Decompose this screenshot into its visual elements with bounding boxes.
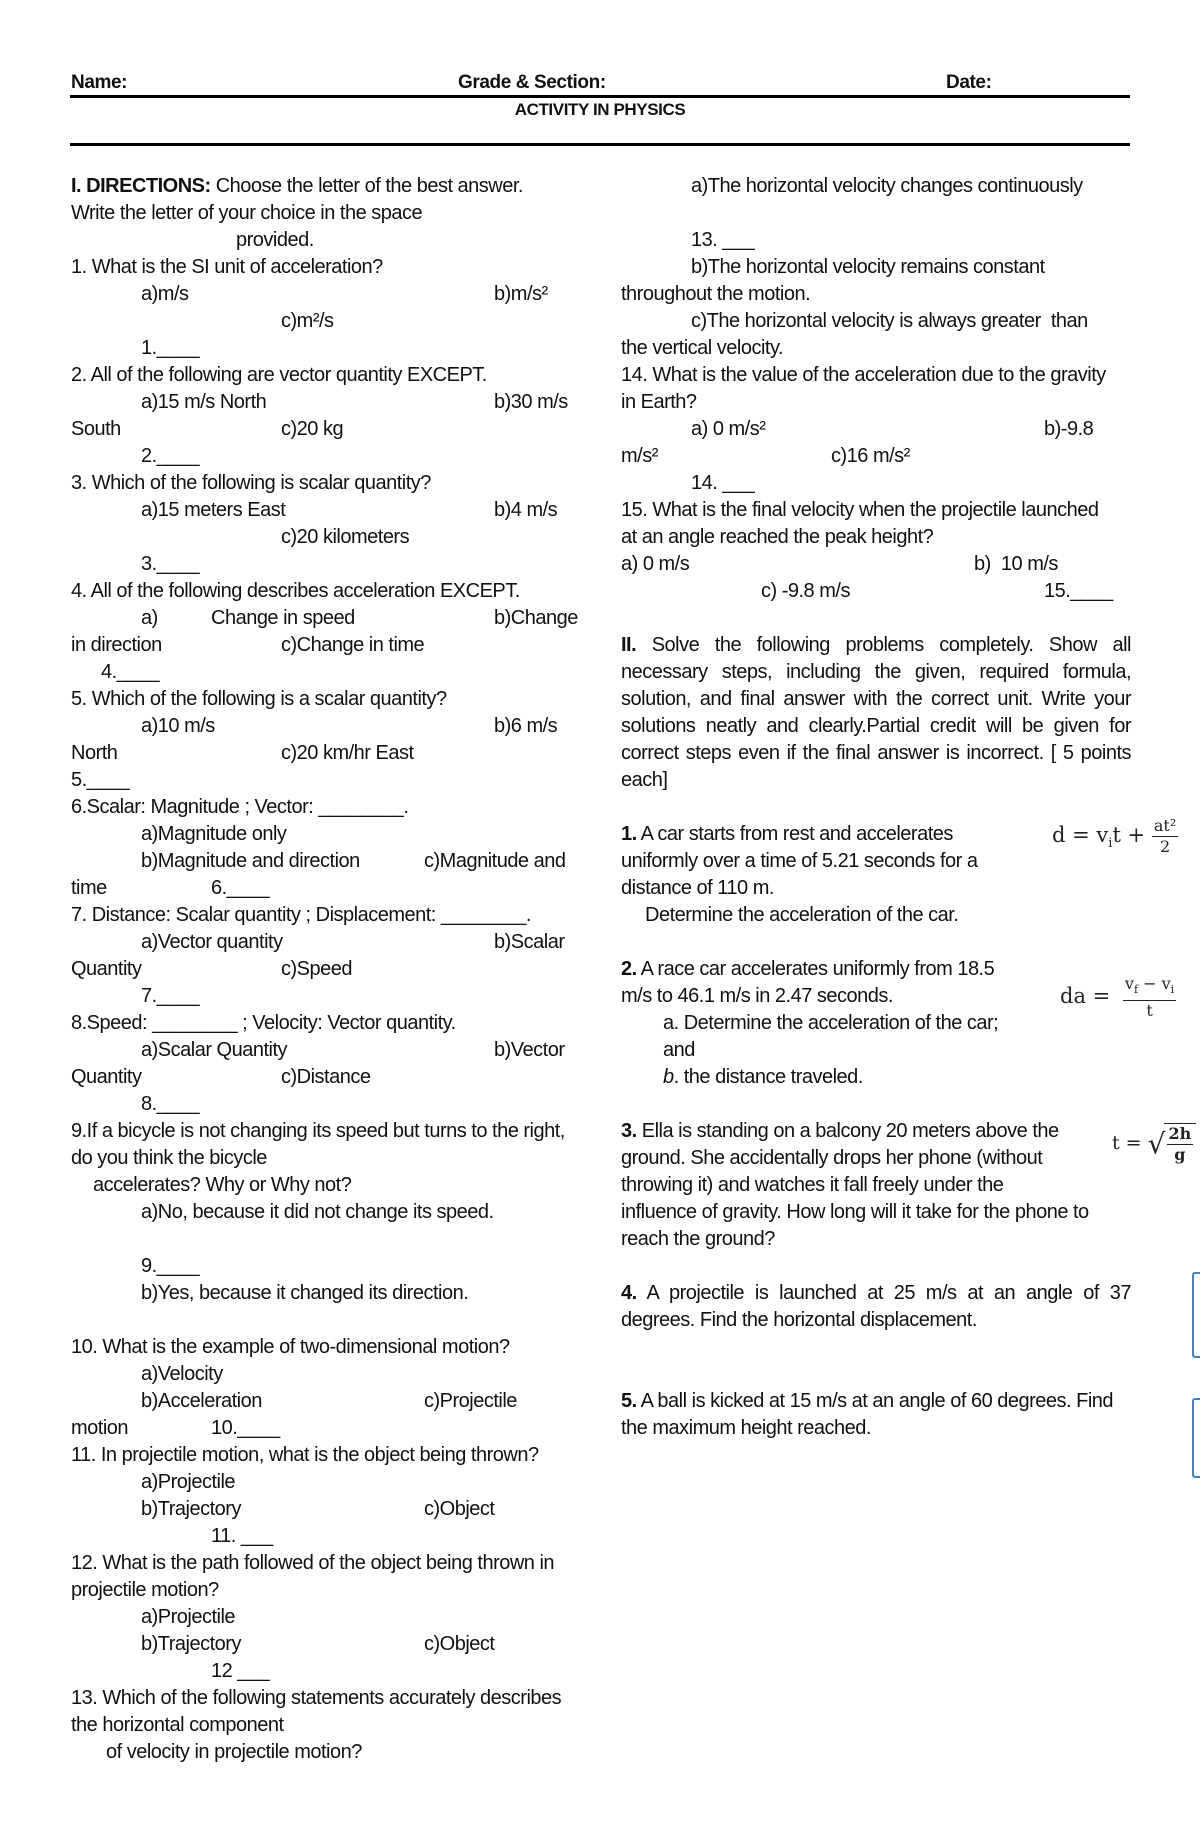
edge-frame-1	[1192, 1272, 1200, 1358]
question-13-stem-line3: of velocity in projectile motion?	[106, 1741, 362, 1763]
formula-1-sub: i	[1108, 836, 1113, 852]
question-1-stem: 1. What is the SI unit of acceleration?	[71, 256, 383, 278]
q12-answer-blank[interactable]: 12 ___	[211, 1660, 270, 1682]
problem-5-text: A ball is kicked at 15 m/s at an angle of 60 degrees. Find the maximum height reached.	[621, 1390, 1114, 1439]
formula-2-num-sub2: i	[1170, 983, 1175, 997]
q13-option-b-cont: throughout the motion.	[621, 283, 811, 305]
problem-3-number: 3.	[621, 1120, 637, 1142]
formula-1-numerator: at²	[1153, 816, 1177, 835]
problem-5-number: 5.	[621, 1390, 637, 1412]
problem-2-line3: a. Determine the acceleration of the car;	[663, 1012, 999, 1034]
q12-option-c: c)Object	[424, 1633, 495, 1655]
q1-option-b: b)m/s²	[494, 283, 548, 305]
q5-option-a: a)10 m/s	[141, 715, 215, 737]
q3-option-a: a)15 meters East	[141, 499, 286, 521]
formula-3-denominator: g	[1174, 1145, 1186, 1164]
q1-option-c: c)m²/s	[281, 310, 334, 332]
q14-option-b: b)-9.8	[1044, 418, 1094, 440]
q5-option-b: b)6 m/s	[494, 715, 558, 737]
q4-answer-blank[interactable]: 4.____	[101, 661, 160, 683]
activity-title: ACTIVITY IN PHYSICS	[514, 100, 686, 119]
q7-answer-blank[interactable]: 7.____	[141, 985, 200, 1007]
question-11-stem: 11. In projectile motion, what is the object being thrown?	[71, 1444, 539, 1466]
question-14-stem: 14. What is the value of the acceleration due to the gravity	[621, 364, 1106, 386]
q8-option-a: a)Scalar Quantity	[141, 1039, 288, 1061]
q12-option-a: a)Projectile	[141, 1606, 236, 1628]
question-12-stem-line2: projectile motion?	[71, 1579, 219, 1601]
part2-instructions	[621, 632, 1131, 794]
problem-3-line5: reach the ground?	[621, 1228, 775, 1250]
problem-2-line5: . the distance traveled.	[673, 1066, 863, 1088]
problem-1-line4: Determine the acceleration of the car.	[645, 904, 959, 926]
q14-option-c: c)16 m/s²	[831, 445, 910, 467]
question-9-stem: 9.If a bicycle is not changing its speed but turns to the right,	[71, 1120, 565, 1142]
formula-1-lhs: d = v	[1052, 823, 1109, 847]
sqrt-icon: √	[1147, 1127, 1166, 1161]
q1-answer-blank[interactable]: 1.____	[141, 337, 200, 359]
name-label: Name:	[71, 72, 128, 93]
problem-1-line3: distance of 110 m.	[621, 877, 774, 899]
question-7-stem: 7. Distance: Scalar quantity ; Displacement: ________.	[71, 904, 531, 926]
q8-answer-blank[interactable]: 8.____	[141, 1093, 200, 1115]
q2-option-b-cont: South	[71, 418, 121, 440]
question-6-stem: 6.Scalar: Magnitude ; Vector: ________.	[71, 796, 409, 818]
q11-option-a: a)Projectile	[141, 1471, 236, 1493]
question-3-stem: 3. Which of the following is scalar quantity?	[71, 472, 431, 494]
edge-frame-2	[1192, 1398, 1200, 1478]
header-rule-top	[70, 95, 1130, 98]
q3-option-c: c)20 kilometers	[281, 526, 410, 548]
q13-answer-blank[interactable]: 13. ___	[691, 229, 755, 251]
part2-instructions-text: Solve the following problems completely. Show all necessary steps, including the given, required formula, solution, and final answer with the correct unit. Write your solutions neatly and clearly.Partial credit will be given for correct steps even if the final answer is incorrect. [ 5 points each]	[621, 634, 1131, 791]
q4-option-a: a)	[141, 607, 158, 629]
q7-option-c: c)Speed	[281, 958, 352, 980]
q5-option-b-cont: North	[71, 742, 118, 764]
q7-option-b-cont: Quantity	[71, 958, 142, 980]
q9-answer-blank[interactable]: 9.____	[141, 1255, 200, 1277]
q6-option-c: c)Magnitude and	[424, 850, 566, 872]
question-12-stem: 12. What is the path followed of the object being thrown in	[71, 1552, 555, 1574]
problem-2-line2: m/s to 46.1 m/s in 2.47 seconds.	[621, 985, 893, 1007]
q13-option-c: c)The horizontal velocity is always greater than	[691, 310, 1088, 332]
problem-3-line4: influence of gravity. How long will it take for the phone to	[621, 1201, 1089, 1223]
q11-answer-blank[interactable]: 11. ___	[211, 1525, 273, 1547]
formula-2-denominator: t	[1146, 1001, 1153, 1021]
formula-1-t: t +	[1112, 823, 1146, 847]
formula-3-lhs: t =	[1112, 1132, 1142, 1154]
q3-option-b: b)4 m/s	[494, 499, 558, 521]
problem-2-part-b-letter: b	[663, 1066, 674, 1088]
problem-1-number: 1.	[621, 823, 637, 845]
q3-answer-blank[interactable]: 3.____	[141, 553, 200, 575]
question-8-stem: 8.Speed: ________ ; Velocity: Vector quantity.	[71, 1012, 456, 1034]
q6-option-a: a)Magnitude only	[141, 823, 287, 845]
question-4-stem: 4. All of the following describes acceleration EXCEPT.	[71, 580, 520, 602]
q11-option-b: b)Trajectory	[141, 1498, 241, 1520]
q10-answer-blank[interactable]: 10.____	[211, 1417, 280, 1439]
directions-line3: provided.	[236, 229, 314, 251]
problem-2-line4: and	[663, 1039, 695, 1061]
q10-option-c: c)Projectile	[424, 1390, 517, 1412]
q7-option-b: b)Scalar	[494, 931, 565, 953]
question-14-stem-line2: in Earth?	[621, 391, 697, 413]
formula-time	[1112, 1123, 1196, 1165]
formula-2-lhs: da =	[1060, 984, 1111, 1009]
question-13-stem-line2: the horizontal component	[71, 1714, 284, 1736]
problem-2-line1: A race car accelerates uniformly from 18.5	[640, 958, 995, 980]
formula-1-denominator: 2	[1159, 837, 1171, 856]
problem-1-line1: A car starts from rest and accelerates	[640, 823, 953, 845]
q10-option-c-cont: motion	[71, 1417, 129, 1439]
question-9-stem-line2: do you think the bicycle	[71, 1147, 267, 1169]
q6-answer-blank[interactable]: 6.____	[211, 877, 270, 899]
problem-1-line2: uniformly over a time of 5.21 seconds for a	[621, 850, 978, 872]
q8-option-b: b)Vector	[494, 1039, 565, 1061]
q15-answer-blank[interactable]: 15.____	[1044, 580, 1113, 602]
left-column	[71, 173, 591, 1766]
q13-option-c-cont: the vertical velocity.	[621, 337, 784, 359]
q15-option-c: c) -9.8 m/s	[761, 580, 850, 602]
directions-line2: Write the letter of your choice in the space	[71, 202, 423, 224]
question-13-stem: 13. Which of the following statements accurately describes	[71, 1687, 562, 1709]
problem-3-line1: Ella is standing on a balcony 20 meters above the	[641, 1120, 1059, 1142]
q8-option-b-cont: Quantity	[71, 1066, 142, 1088]
q7-option-a: a)Vector quantity	[141, 931, 283, 953]
problem-2-number: 2.	[621, 958, 637, 980]
q11-option-c: c)Object	[424, 1498, 495, 1520]
q15-option-b: b) 10 m/s	[974, 553, 1058, 575]
question-9-stem-line3: accelerates? Why or Why not?	[93, 1174, 352, 1196]
problem-4-text: A projectile is launched at 25 m/s at an angle of 37 degrees. Find the horizontal displacement.	[621, 1282, 1132, 1331]
q9-option-a: a)No, because it did not change its speed.	[141, 1201, 494, 1223]
q9-option-b: b)Yes, because it changed its direction.	[141, 1282, 469, 1304]
q14-option-b-cont: m/s²	[621, 445, 658, 467]
problem-4-number: 4.	[621, 1282, 637, 1304]
q6-option-b: b)Magnitude and direction	[141, 850, 360, 872]
date-label: Date:	[946, 72, 992, 93]
directions-text: Choose the letter of the best answer.	[215, 175, 523, 197]
formula-2-num-mid: − v	[1138, 974, 1171, 993]
q2-answer-blank[interactable]: 2.____	[141, 445, 200, 467]
q4-option-b: b)Change	[494, 607, 578, 629]
question-10-stem: 10. What is the example of two-dimensional motion?	[71, 1336, 510, 1358]
q6-option-c-cont: time	[71, 877, 107, 899]
formula-displacement	[1052, 816, 1178, 857]
q2-option-a: a)15 m/s North	[141, 391, 267, 413]
formula-3-numerator: 2h	[1168, 1124, 1192, 1143]
q5-option-c: c)20 km/hr East	[281, 742, 414, 764]
q14-answer-blank[interactable]: 14. ___	[691, 472, 755, 494]
q1-option-a: a)m/s	[141, 283, 189, 305]
header-rule-bottom	[70, 143, 1130, 146]
q8-option-c: c)Distance	[281, 1066, 371, 1088]
problem-3-line2: ground. She accidentally drops her phone (without	[621, 1147, 1043, 1169]
grade-section-label: Grade & Section:	[458, 72, 606, 93]
q4-option-c: c)Change in time	[281, 634, 425, 656]
q5-answer-blank[interactable]: 5.____	[71, 769, 130, 791]
formula-acceleration	[1060, 974, 1176, 1021]
q2-option-c: c)20 kg	[281, 418, 344, 440]
q15-option-a: a) 0 m/s	[621, 553, 690, 575]
directions-label: I. DIRECTIONS:	[71, 175, 211, 197]
question-5-stem: 5. Which of the following is a scalar quantity?	[71, 688, 447, 710]
formula-2-num-v: v	[1124, 974, 1134, 993]
q10-option-b: b)Acceleration	[141, 1390, 262, 1412]
q14-option-a: a) 0 m/s²	[691, 418, 766, 440]
formula-2-num-sub: f	[1133, 983, 1139, 997]
right-column	[621, 173, 1131, 1442]
q4-option-a-text: Change in speed	[211, 607, 355, 629]
q12-option-b: b)Trajectory	[141, 1633, 241, 1655]
problem-3-line3: throwing it) and watches it fall freely under the	[621, 1174, 1004, 1196]
q4-option-b-cont: in direction	[71, 634, 162, 656]
q2-option-b: b)30 m/s	[494, 391, 568, 413]
problem-4	[621, 1280, 1131, 1334]
q13-option-b: b)The horizontal velocity remains constant	[691, 256, 1045, 278]
q10-option-a: a)Velocity	[141, 1363, 223, 1385]
q13-option-a: a)The horizontal velocity changes continuously	[691, 175, 1083, 197]
part2-label: II.	[621, 634, 637, 656]
question-15-stem: 15. What is the final velocity when the projectile launched	[621, 499, 1099, 521]
question-15-stem-line2: at an angle reached the peak height?	[621, 526, 934, 548]
problem-5	[621, 1388, 1131, 1442]
question-2-stem: 2. All of the following are vector quantity EXCEPT.	[71, 364, 487, 386]
